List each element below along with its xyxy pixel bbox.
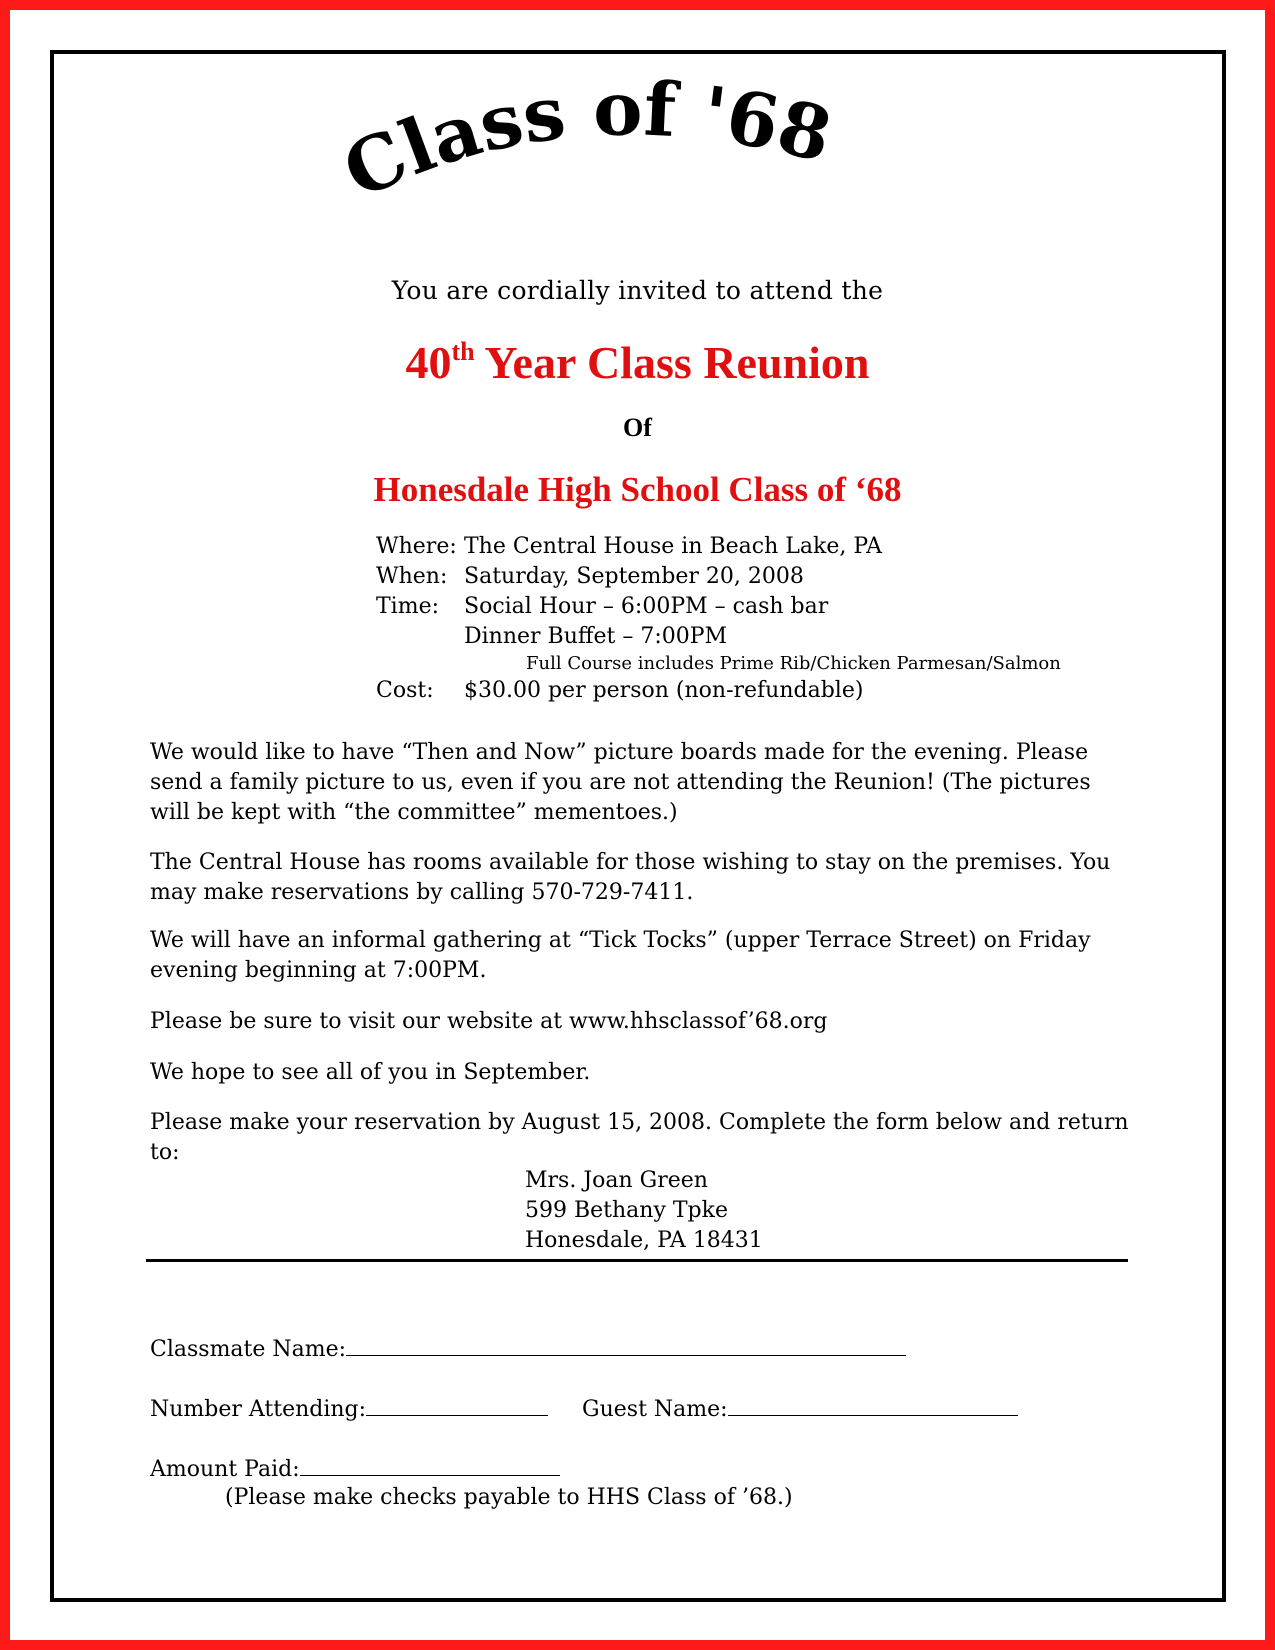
where-value: The Central House in Beach Lake, PA xyxy=(464,534,882,559)
return-address xyxy=(525,1166,763,1256)
invitation-intro: You are cordially invited to attend the xyxy=(391,276,884,305)
reunion-title xyxy=(0,336,1275,389)
menu-note: Full Course includes Prime Rib/Chicken Parmesan/Salmon xyxy=(526,653,1061,674)
address-name: Mrs. Joan Green xyxy=(525,1168,708,1193)
class-of-68-banner xyxy=(331,66,880,220)
classmate-name-field[interactable] xyxy=(346,1333,906,1356)
when-value: Saturday, September 20, 2008 xyxy=(464,564,804,589)
classmate-name-row xyxy=(150,1333,906,1365)
amount-paid-field[interactable] xyxy=(300,1453,560,1476)
number-attending-label: Number Attending: xyxy=(150,1397,367,1422)
reservation-paragraph: Please make your reservation by August 15, 2008. Complete the form below and return to: xyxy=(150,1110,1129,1165)
guest-name-field[interactable] xyxy=(728,1393,1018,1416)
rooms-paragraph: The Central House has rooms available for those wishing to stay on the premises. You may make reservations by calling 570-729-7411. xyxy=(150,850,1111,905)
where-label: Where: xyxy=(376,534,457,559)
when-row xyxy=(376,562,1061,592)
time-value-social: Social Hour – 6:00PM – cash bar xyxy=(464,594,829,619)
address-city: Honesdale, PA 18431 xyxy=(525,1228,763,1253)
when-label: When: xyxy=(376,564,448,589)
cost-label: Cost: xyxy=(376,678,434,703)
time-label: Time: xyxy=(376,594,440,619)
closing-paragraph: We hope to see all of you in September. xyxy=(150,1060,591,1085)
gathering-paragraph: We will have an informal gathering at “Tick Tocks” (upper Terrace Street) on Friday evening beginning at 7:00PM. xyxy=(150,928,1091,983)
number-attending-field[interactable] xyxy=(366,1393,548,1416)
attendance-row xyxy=(150,1393,1018,1425)
checks-payable-note: (Please make checks payable to HHS Class of ’68.) xyxy=(225,1485,793,1510)
website-paragraph: Please be sure to visit our website at www.hhsclassof’68.org xyxy=(150,1009,828,1034)
school-title: Honesdale High School Class of ‘68 xyxy=(373,470,902,509)
cost-value: $30.00 per person (non-refundable) xyxy=(464,678,864,703)
banner-text: Class of '68 xyxy=(331,66,840,216)
form-divider xyxy=(146,1259,1128,1262)
picture-boards-paragraph: We would like to have “Then and Now” picture boards made for the evening. Please send a family picture to us, even if you are not attending the Reunion! (The pictures will be kept with “the committee” mementoes.) xyxy=(150,740,1091,825)
reunion-ordinal-suffix: th xyxy=(451,337,475,366)
time-row xyxy=(376,592,1061,622)
amount-paid-label: Amount Paid: xyxy=(150,1457,300,1482)
address-street: 599 Bethany Tpke xyxy=(525,1198,728,1223)
cost-row xyxy=(376,676,1061,706)
reunion-number: 40 xyxy=(405,337,452,388)
reunion-title-rest: Year Class Reunion xyxy=(474,337,870,388)
event-details xyxy=(376,532,1061,706)
classmate-name-label: Classmate Name: xyxy=(150,1337,347,1362)
guest-name-label: Guest Name: xyxy=(582,1397,728,1422)
of-line: Of xyxy=(623,413,652,442)
where-row xyxy=(376,532,1061,562)
time-value-dinner: Dinner Buffet – 7:00PM xyxy=(464,624,728,649)
amount-paid-row xyxy=(150,1453,560,1485)
